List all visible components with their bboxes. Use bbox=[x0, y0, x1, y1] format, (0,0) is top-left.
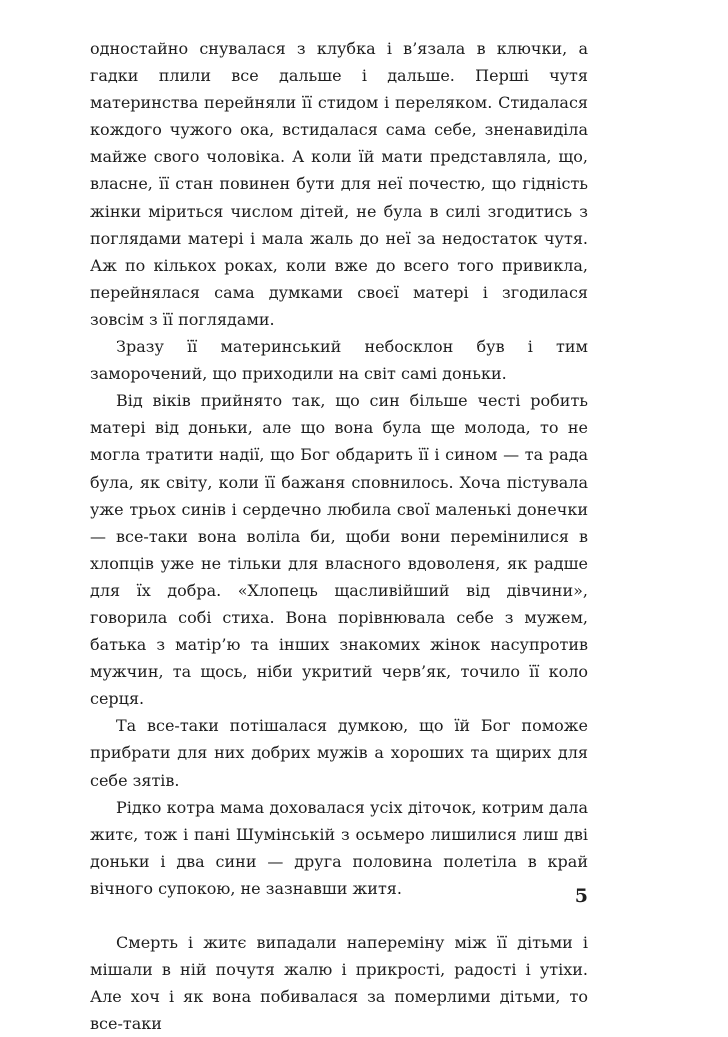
paragraph: Та все-таки потішалася думкою, що їй Бог поможе прибрати для них добрих мужів а хороших та щирих для себе зятів. bbox=[90, 716, 588, 790]
paragraph: Смерть і житє випадали напереміну між її дітьми і мішали в ній почутя жалю і прикрості, радості і утіхи. Але хоч і як вона побивалася за померлими дітьми, то все-таки bbox=[90, 933, 588, 1034]
page-number: 5 bbox=[574, 885, 588, 907]
paragraph: Зразу її материнський небосклон був і тим заморочений, що приходили на світ самі доньки. bbox=[90, 337, 588, 384]
paragraph-continuation: одностайно снувалася з клубка і в’язала в ключки, а гадки плили все дальше і дальше. Перші чутя материнства перейняли її стидом і переляком. Стидалася кождого чужого ока, встидалася сама себе, зненавиділа майже свого чоловіка. А коли їй мати представляла, що, власне, її стан повинен бути для неї почестю, що гідність жінки міриться числом дітей, не була в силі згодитись з поглядами матері і мала жаль до неї за недостаток чутя. Аж по кількох роках, коли вже до всего того привикла, перейнялася сама думками своєї матері і згодилася зовсім з її поглядами. bbox=[90, 39, 588, 329]
body-text bbox=[90, 35, 588, 1037]
paragraph: Від віків прийнято так, що син більше честі робить матері від доньки, але що вона була ще молода, то не могла тратити надії, що Бог обдарить її і сином — та рада була, як світу, коли її бажаня сповнилось. Хоча пістувала уже трьох синів і сердечно любила свої маленькі донечки — все-таки вона воліла би, щоби вони перемінилися в хлопців уже не тільки для власного вдоволеня, як радше для їх добра. «Хлопець щасливійший від дівчини», говорила собі стиха. Вона порівнювала себе з мужем, батька з матір’ю та інших знакомих жінок насупротив мужчин, та щось, ніби укритий черв’як, точило її коло серця. bbox=[90, 391, 588, 709]
paragraph: Рідко котра мама доховалася усіх діточок, котрим дала житє, тож і пані Шумінській з осьмеро лишилися лиш дві доньки і два сини — друга половина полетіла в край вічного супокою, не зазнавши житя. bbox=[90, 797, 588, 898]
